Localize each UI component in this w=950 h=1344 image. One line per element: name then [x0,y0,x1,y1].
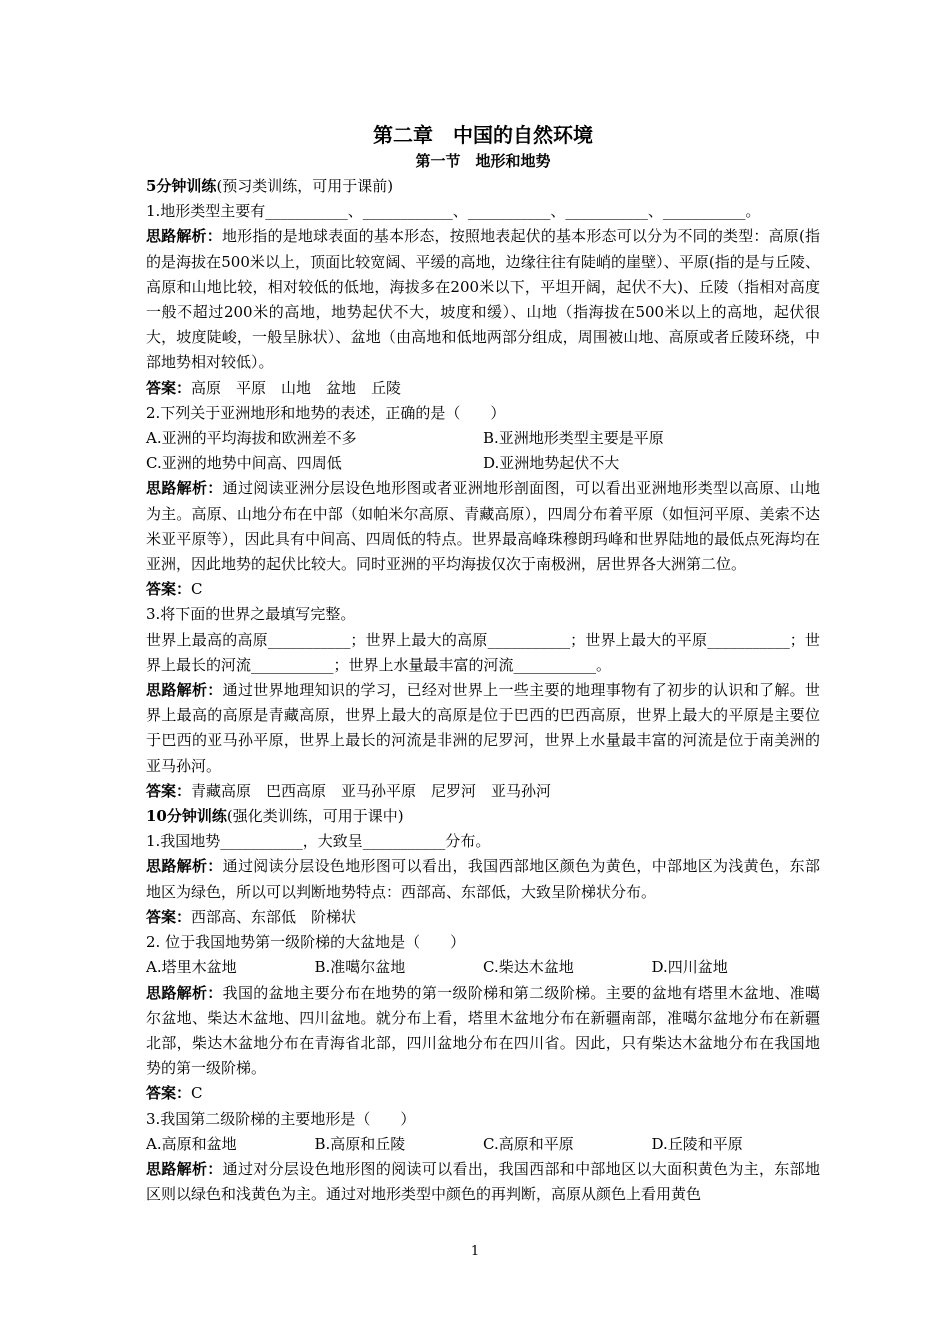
answer-text: C [191,580,203,599]
section-title: 第一节 地形和地势 [415,152,551,170]
p1-q2-options-row2 [146,451,820,476]
p1-q2-analysis [146,476,820,577]
analysis-text: 地形指的是地球表面的基本形态，按照地表起伏的基本形态可以分为不同的类型：高原(指的是海拔在500米以上，顶面比较宽阔、平缓的高地，边缘往往有陡峭的崖壁）、平原(指的是与丘陵、高原和山地比较，相对较低的低地，海拔多在200米以下，平坦开阔，起伏不大)、丘陵（指相对高度一般不超过200米的高地，地势起伏不大，坡度和缓）、山地（指海拔在500米以上的高地，起伏很大，坡度陡峻，一般呈脉状）、盆地（由高地和低地两部分组成，周围被山地、高原或者丘陵环绕，中部地势相对较低）。 [146,227,820,372]
p2-q1-answer [146,905,820,930]
answer-text: 高原 平原 山地 盆地 丘陵 [191,378,402,397]
part2-title: 10分钟训练 [146,807,227,826]
p2-q1-analysis [146,854,820,904]
p1-q2-answer [146,577,820,602]
part2-heading [146,804,820,829]
p1-q1-answer [146,376,820,401]
part2-note: (强化类训练，可用于课中) [226,807,404,826]
analysis-label: 思路解析： [146,983,223,1002]
analysis-text: 通过世界地理知识的学习，已经对世界上一些主要的地理事物有了初步的认识和了解。世界上最高的高原是青藏高原，世界上最大的高原是位于巴西的巴西高原，世界上最大的平原是主要位于巴西的亚马孙平原，世界上最长的河流是非洲的尼罗河，世界上水量最丰富的河流是位于南美洲的亚马孙河。 [146,681,820,775]
option-b: B.准噶尔盆地 [314,958,406,977]
analysis-label: 思路解析： [146,227,222,246]
option-c: C.高原和平原 [483,1134,574,1153]
answer-text: 西部高、东部低 阶梯状 [191,907,357,926]
p1-q2-stem: 2.下列关于亚洲地形和地势的表述，正确的是（ ） [146,403,506,422]
p2-q3-options [146,1132,820,1157]
chapter-title: 第二章 中国的自然环境 [373,123,593,147]
part1-title: 5分钟训练 [146,177,217,195]
p2-q2-stem: 2. 位于我国地势第一级阶梯的大盆地是（ ） [146,933,466,952]
analysis-label: 思路解析： [146,1159,223,1178]
p1-q3-blanks: 世界上最高的高原___________；世界上最大的高原___________；世界上最大的平原___________；世界上最长的河流___________；世界上水量最丰富的河流___________。 [146,630,820,674]
option-a: A.塔里木盆地 [146,958,237,977]
part1-note: (预习类训练，可用于课前) [216,177,394,195]
p2-q2-options [146,955,820,980]
option-d: D.亚洲地势起伏不大 [483,454,620,473]
document-page [146,120,820,1207]
part1-heading [146,174,820,199]
analysis-label: 思路解析： [146,479,223,498]
answer-text: 青藏高原 巴西高原 亚马孙平原 尼罗河 亚马孙河 [191,781,552,800]
option-a: A.亚洲的平均海拔和欧洲差不多 [146,429,357,448]
option-b: B.亚洲地形类型主要是平原 [483,429,664,448]
analysis-label: 思路解析： [146,681,223,700]
option-c: C.亚洲的地势中间高、四周低 [146,454,342,473]
p2-q2-analysis [146,981,820,1082]
p1-q2-options-row1 [146,426,820,451]
answer-text: C [191,1084,203,1103]
p1-q3-analysis [146,678,820,779]
option-d: D.四川盆地 [651,958,728,977]
p2-q1-stem: 1.我国地势___________，大致呈___________分布。 [146,832,491,851]
option-d: D.丘陵和平原 [651,1134,743,1153]
answer-label: 答案： [146,781,192,800]
p2-q3-analysis [146,1157,820,1207]
p2-q2-answer [146,1081,820,1106]
option-a: A.高原和盆地 [146,1134,237,1153]
analysis-label: 思路解析： [146,857,223,876]
p1-q3-answer [146,779,820,804]
option-b: B.高原和丘陵 [314,1134,406,1153]
p2-q3-stem: 3.我国第二级阶梯的主要地形是（ ） [146,1109,416,1128]
page-number: 1 [470,1244,480,1259]
answer-label: 答案： [146,1084,192,1103]
option-c: C.柴达木盆地 [483,958,574,977]
answer-label: 答案： [146,378,192,397]
analysis-text: 通过阅读分层设色地形图可以看出，我国西部地区颜色为黄色，中部地区为浅黄色，东部地区为绿色，所以可以判断地势特点：西部高、东部低，大致呈阶梯状分布。 [146,857,820,901]
analysis-text: 我国的盆地主要分布在地势的第一级阶梯和第二级阶梯。主要的盆地有塔里木盆地、准噶尔盆地、柴达木盆地、四川盆地。就分布上看，塔里木盆地分布在新疆南部，准噶尔盆地分布在新疆北部，柴达木盆地分布在青海省北部，四川盆地分布在四川省。因此，只有柴达木盆地分布在我国地势的第一级阶梯。 [146,983,820,1078]
analysis-text: 通过对分层设色地形图的阅读可以看出，我国西部和中部地区以大面积黄色为主，东部地区则以绿色和浅黄色为主。通过对地形类型中颜色的再判断，高原从颜色上看用黄色 [146,1159,820,1204]
answer-label: 答案： [146,580,192,599]
answer-label: 答案： [146,907,192,926]
p1-q1-stem: 1.地形类型主要有___________、____________、___________、___________、___________。 [146,202,761,221]
analysis-text: 通过阅读亚洲分层设色地形图或者亚洲地形剖面图，可以看出亚洲地形类型以高原、山地为主。高原、山地分布在中部（如帕米尔高原、青藏高原），四周分布着平原（如恒河平原、美索不达米亚平原等），因此具有中间高、四周低的特点。世界最高峰珠穆朗玛峰和世界陆地的最低点死海均在亚洲，因此地势的起伏比较大。同时亚洲的平均海拔仅次于南极洲，居世界各大洲第二位。 [146,479,820,574]
p1-q3-stem: 3.将下面的世界之最填写完整。 [146,605,356,624]
p1-q1-analysis [146,224,820,375]
